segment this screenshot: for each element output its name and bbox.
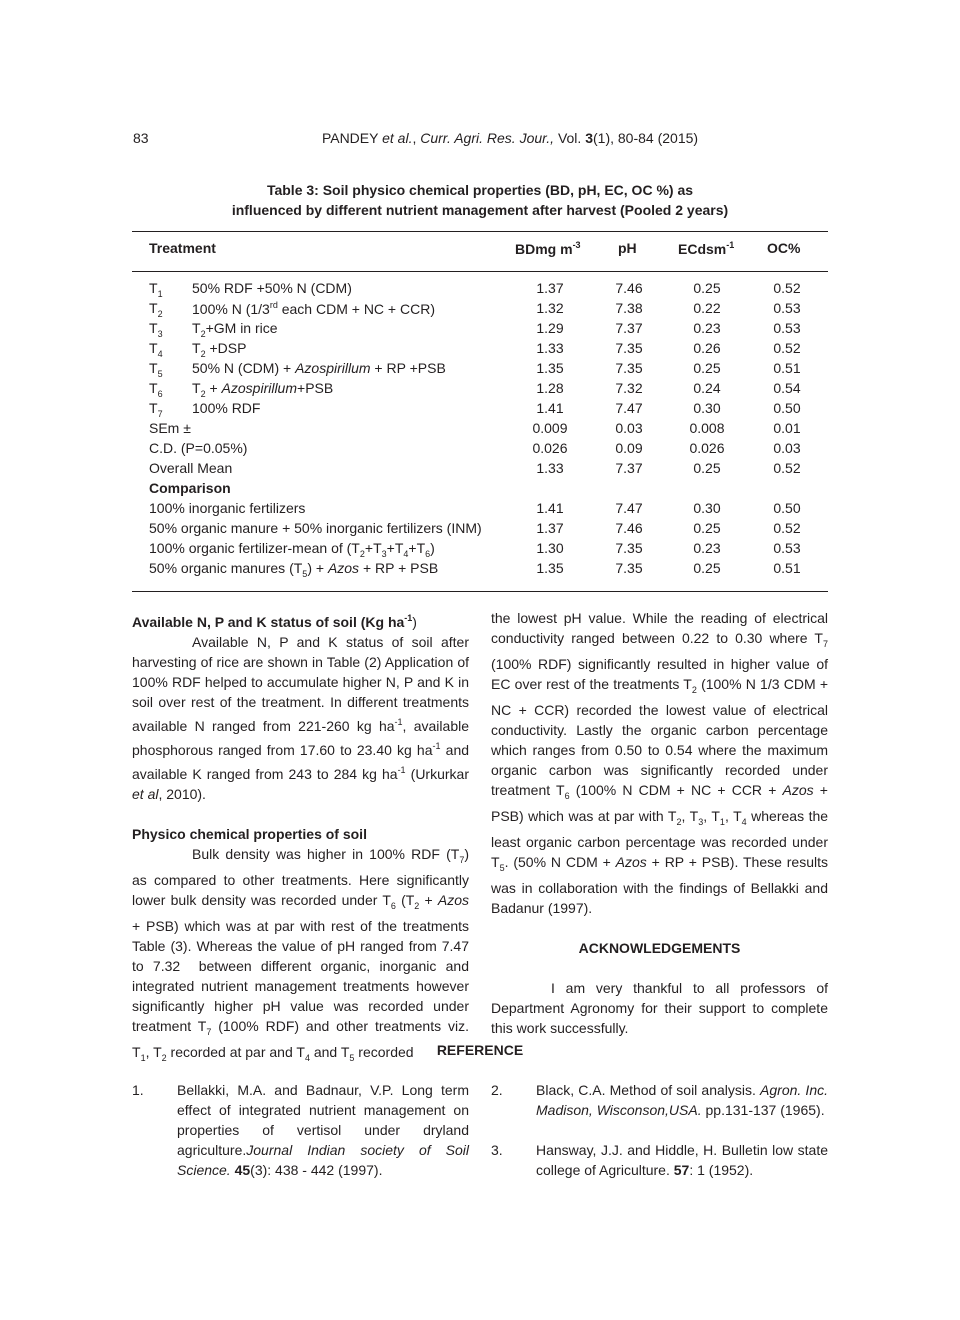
- stat-label: SEm ±: [149, 420, 191, 436]
- running-header: PANDEY et al., Curr. Agri. Res. Jour., Vol. 3(1), 80-84 (2015): [321, 130, 699, 146]
- table-header-rule: [132, 271, 828, 272]
- treatment-code: [149, 280, 163, 299]
- label-part: 100% organic fertilizer-mean of (T: [149, 540, 360, 556]
- treatment-code: [149, 320, 163, 339]
- treatment-desc: 100% RDF: [192, 400, 261, 416]
- col-treatment: Treatment: [149, 240, 216, 256]
- code-sub: 6: [157, 389, 163, 399]
- ec-value: 0.25: [693, 460, 721, 476]
- bd-value: 1.37: [536, 280, 564, 296]
- section-heading-physico: Physico chemical properties of soil: [132, 826, 367, 842]
- desc-part: +GM in rice: [205, 320, 278, 336]
- table-top-rule: [132, 231, 828, 232]
- ec-value: 0.24: [693, 380, 721, 396]
- table-caption-line1: Table 3: Soil physico chemical properties (BD, pH, EC, OC %) as: [266, 182, 694, 198]
- ec-value: 0.25: [693, 280, 721, 296]
- oc-value: 0.01: [773, 420, 801, 436]
- oc-value: 0.52: [773, 520, 801, 536]
- paragraph: Available N, P and K status of soil after harvesting of rice are shown in Table (2) Application of 100% RDF helped to accumulate higher N, P and K in soil over rest of the treatment. In different treatments available N ranged from 221-260 kg $ha^{-1}$, available phosphorous ranged from 17.60 to 23.40 kg $ha^{-1}$ and available K ranged from 243 to 284 kg $ha^{-1}$ (Urkurkar et al, 2010).: [132, 634, 470, 802]
- header-vol-label: Vol.: [557, 130, 582, 146]
- code-sub: 2: [157, 309, 163, 319]
- table-caption-line2: influenced by different nutrient management after harvest (Pooled 2 years): [231, 202, 729, 218]
- ref-journal: Journal Indian society of Soil Science.: [177, 1142, 469, 1178]
- desc-sup: rd: [269, 300, 278, 310]
- paragraph: the lowest pH value. While the reading of electrical conductivity ranged between 0.22 to 0.30 where $T_7$ (100% RDF) significantly resulted in higher value of EC over rest of the treatments $T_2$ (100% N 1/3 CDM + NC + CCR) recorded the lowest value of electrical conductivity. Lastly the organic carbon percentage which ranges from 0.50 to 0.54 where the maximum organic carbon was significantly recorded under treatment $T_6$ (100% N CDM + NC + CCR + Azos + PSB) which was at par with $T_2$, $T_3$, $T_1$, $T_4$ whereas the least organic carbon percentage was recorded under $T_5$. (50% N CDM + Azos + RP + PSB). These results was in collaboration with the findings of Bellakki and Badanur (1997).: [491, 610, 829, 916]
- code-sub: 5: [157, 369, 163, 379]
- table-row: [132, 540, 828, 560]
- desc-part: 100% N (1/3: [192, 301, 270, 317]
- ec-value: 0.30: [693, 400, 721, 416]
- code-sub: 3: [157, 329, 163, 339]
- desc-part: 50% N (CDM) +: [192, 360, 296, 376]
- treatment-desc: [192, 380, 333, 399]
- left-column: [132, 608, 469, 1068]
- reference-text: [536, 1140, 828, 1180]
- table-row: [132, 440, 828, 460]
- ph-value: 7.35: [615, 340, 643, 356]
- treatment-code: [149, 360, 163, 379]
- ref-part: Black, C.A. Method of soil analysis.: [536, 1082, 761, 1098]
- desc-part: +: [205, 380, 222, 396]
- reference-number: 2.: [491, 1082, 503, 1098]
- paragraph: Bulk density was higher in 100% RDF $(T_7)$ as compared to other treatments. Here significantly lower bulk density was recorded under $T_6$ ($T_2$ + Azos + PSB) which was at par with rest of the treatments Table (3). Whereas the value of pH ranged from 7.47 to 7.32 between different organic, inorganic and integrated nutrient management treatments however significantly higher pH value was recorded under treatment $T_7$ (100% RDF) and other treatments viz. $T_1$, $T_2$ recorded at par and $T_4$ and $T_5$ recorded: [132, 846, 469, 1063]
- table-row: [132, 300, 828, 320]
- col-bd-label: BDmg m: [515, 241, 573, 257]
- bd-value: 1.28: [536, 380, 564, 396]
- ref-part: : 1 (1952).: [689, 1162, 754, 1178]
- oc-value: 0.53: [773, 300, 801, 316]
- treatment-code: [149, 380, 163, 399]
- oc-value: 0.52: [773, 280, 801, 296]
- bd-value: 1.33: [536, 460, 564, 476]
- stat-label: Overall Mean: [149, 460, 233, 476]
- oc-value: 0.50: [773, 500, 801, 516]
- page-number: 83: [133, 130, 149, 146]
- oc-value: 0.50: [773, 400, 801, 416]
- header-journal: Curr. Agri. Res. Jour.,: [420, 130, 555, 146]
- desc-part: T: [192, 320, 201, 336]
- code-letter: T: [149, 400, 158, 416]
- ref-part: pp.131-137 (1965).: [701, 1102, 825, 1118]
- bd-value: 0.009: [532, 420, 568, 436]
- ec-value: 0.25: [693, 520, 721, 536]
- oc-value: 0.53: [773, 540, 801, 556]
- table-row: [132, 340, 828, 360]
- ec-value: 0.23: [693, 320, 721, 336]
- col-ec-label: ECdsm: [678, 241, 727, 257]
- desc-part: +DSP: [205, 340, 247, 356]
- code-sub: 1: [157, 289, 163, 299]
- treatment-desc: 50% RDF +50% N (CDM): [192, 280, 352, 296]
- desc-part: T: [192, 380, 201, 396]
- ec-value: 0.30: [693, 500, 721, 516]
- ph-value: 7.46: [615, 280, 643, 296]
- col-ec: [678, 240, 734, 257]
- bd-value: 1.41: [536, 500, 564, 516]
- desc-part: T: [192, 340, 201, 356]
- treatment-desc: [192, 300, 435, 317]
- reference-text: [177, 1080, 469, 1180]
- comparison-row-label: 50% organic manures $(T_5)$ + Azos + RP + PSB: [149, 560, 439, 579]
- section-heading-npk: Available N, P and K status of soil (Kg $ha^{-1}$): [132, 613, 417, 630]
- bd-value: 1.37: [536, 520, 564, 536]
- col-ec-sup: -1: [726, 240, 735, 250]
- ec-value: 0.25: [693, 560, 721, 576]
- col-bd-sup: -3: [572, 240, 581, 250]
- table-row: [132, 480, 828, 500]
- code-letter: T: [149, 300, 158, 316]
- table-row: [132, 360, 828, 380]
- treatment-code: [149, 400, 163, 419]
- bd-value: 1.35: [536, 360, 564, 376]
- table-row: [132, 320, 828, 340]
- oc-value: 0.51: [773, 360, 801, 376]
- table-row: [132, 520, 828, 540]
- ph-value: 7.46: [615, 520, 643, 536]
- comparison-row-label: 100% inorganic fertilizers: [149, 500, 306, 516]
- oc-value: 0.52: [773, 460, 801, 476]
- section-heading-text: Available N, P and K status of soil (Kg ha: [132, 614, 405, 630]
- oc-value: 0.03: [773, 440, 801, 456]
- bd-value: 1.35: [536, 560, 564, 576]
- ref-part: Bellakki, M.A. and Badnaur, V.P. Long term effect of integrated nutrient management on properties of vertisol under dryland agriculture.: [177, 1082, 469, 1158]
- ph-value: 7.35: [615, 360, 643, 376]
- header-vol-num: 3: [585, 130, 593, 146]
- table-row: [132, 500, 828, 520]
- table-row: [132, 460, 828, 480]
- treatment-code: [149, 340, 163, 359]
- desc-sub: 2: [200, 349, 206, 359]
- ph-value: 7.47: [615, 400, 643, 416]
- stat-label: C.D. (P=0.05%): [149, 440, 248, 456]
- code-letter: T: [149, 320, 158, 336]
- desc-sub: 2: [200, 389, 206, 399]
- oc-value: 0.54: [773, 380, 801, 396]
- table-row: [132, 280, 828, 300]
- reference-number: 1.: [132, 1082, 144, 1098]
- header-etal: et al.: [382, 130, 413, 146]
- ec-value: 0.23: [693, 540, 721, 556]
- table-row: [132, 400, 828, 420]
- acknowledgements-text: I am very thankful to all professors of Department Agronomy for their support to complete this work successfully.: [491, 980, 828, 1036]
- bd-value: 1.30: [536, 540, 564, 556]
- ph-value: 7.35: [615, 540, 643, 556]
- treatment-desc: [192, 360, 446, 376]
- ph-value: 7.35: [615, 560, 643, 576]
- ph-value: 0.09: [615, 440, 643, 456]
- table-row: [132, 420, 828, 440]
- acknowledgements-heading: ACKNOWLEDGEMENTS: [578, 940, 741, 956]
- table-row: [132, 560, 828, 580]
- ec-value: 0.22: [693, 300, 721, 316]
- bd-value: 1.33: [536, 340, 564, 356]
- code-letter: T: [149, 380, 158, 396]
- ph-value: 7.32: [615, 380, 643, 396]
- comparison-row-label: 50% organic manure + 50% inorganic fertilizers (INM): [149, 520, 482, 536]
- comparison-label: Comparison: [149, 480, 231, 496]
- desc-part: +PSB: [297, 380, 334, 396]
- reference-text: [536, 1080, 828, 1120]
- ref-journal: Agron. Inc. Madison, Wisconson,USA.: [536, 1082, 828, 1118]
- treatment-desc: [192, 340, 246, 359]
- oc-value: 0.52: [773, 340, 801, 356]
- ref-part: Hansway, J.J. and Hiddle, H. Bulletin low state college of Agriculture.: [536, 1142, 828, 1178]
- bd-value: 1.32: [536, 300, 564, 316]
- table-caption: [132, 180, 828, 220]
- desc-sub: 2: [200, 329, 206, 339]
- ref-vol: 57: [673, 1162, 690, 1178]
- right-column: [491, 608, 828, 1038]
- oc-value: 0.51: [773, 560, 801, 576]
- ec-value: 0.026: [689, 440, 725, 456]
- ph-value: 7.47: [615, 500, 643, 516]
- bd-value: 0.026: [532, 440, 568, 456]
- oc-value: 0.53: [773, 320, 801, 336]
- ph-value: 7.37: [615, 320, 643, 336]
- code-letter: T: [149, 360, 158, 376]
- col-ph: pH: [618, 240, 637, 256]
- reference-number: 3.: [491, 1142, 503, 1158]
- code-letter: T: [149, 280, 158, 296]
- ph-value: 0.03: [615, 420, 643, 436]
- code-letter: T: [149, 340, 158, 356]
- desc-part: each CDM + NC + CCR): [277, 301, 435, 317]
- ph-value: 7.37: [615, 460, 643, 476]
- bd-value: 1.29: [536, 320, 564, 336]
- comparison-row-label: 100% organic fertilizer-mean of $(T_2+T_3+T_4+T_6)$: [149, 540, 435, 559]
- header-issue-pages: (1), 80-84 (2015): [593, 130, 699, 146]
- ref-part: (3): 438 - 442 (1997).: [250, 1162, 383, 1178]
- desc-part: + RP +PSB: [370, 360, 446, 376]
- table-bottom-rule: [132, 591, 828, 592]
- bd-value: 1.41: [536, 400, 564, 416]
- code-sub: 4: [157, 349, 163, 359]
- ref-vol: 45: [234, 1162, 251, 1178]
- reference-heading: REFERENCE: [436, 1042, 524, 1058]
- ec-value: 0.25: [693, 360, 721, 376]
- ec-value: 0.26: [693, 340, 721, 356]
- table-row: [132, 380, 828, 400]
- treatment-code: [149, 300, 163, 319]
- header-authors: PANDEY: [321, 130, 379, 146]
- desc-italic: Azospirillum: [221, 380, 298, 396]
- col-bd: [515, 240, 581, 257]
- desc-italic: Azospirillum: [295, 360, 371, 376]
- label-part: 50% organic manures (T: [149, 560, 303, 576]
- treatment-desc: [192, 320, 278, 339]
- ph-value: 7.38: [615, 300, 643, 316]
- ec-value: 0.008: [689, 420, 725, 436]
- col-oc: OC%: [767, 240, 801, 256]
- code-sub: 7: [157, 409, 163, 419]
